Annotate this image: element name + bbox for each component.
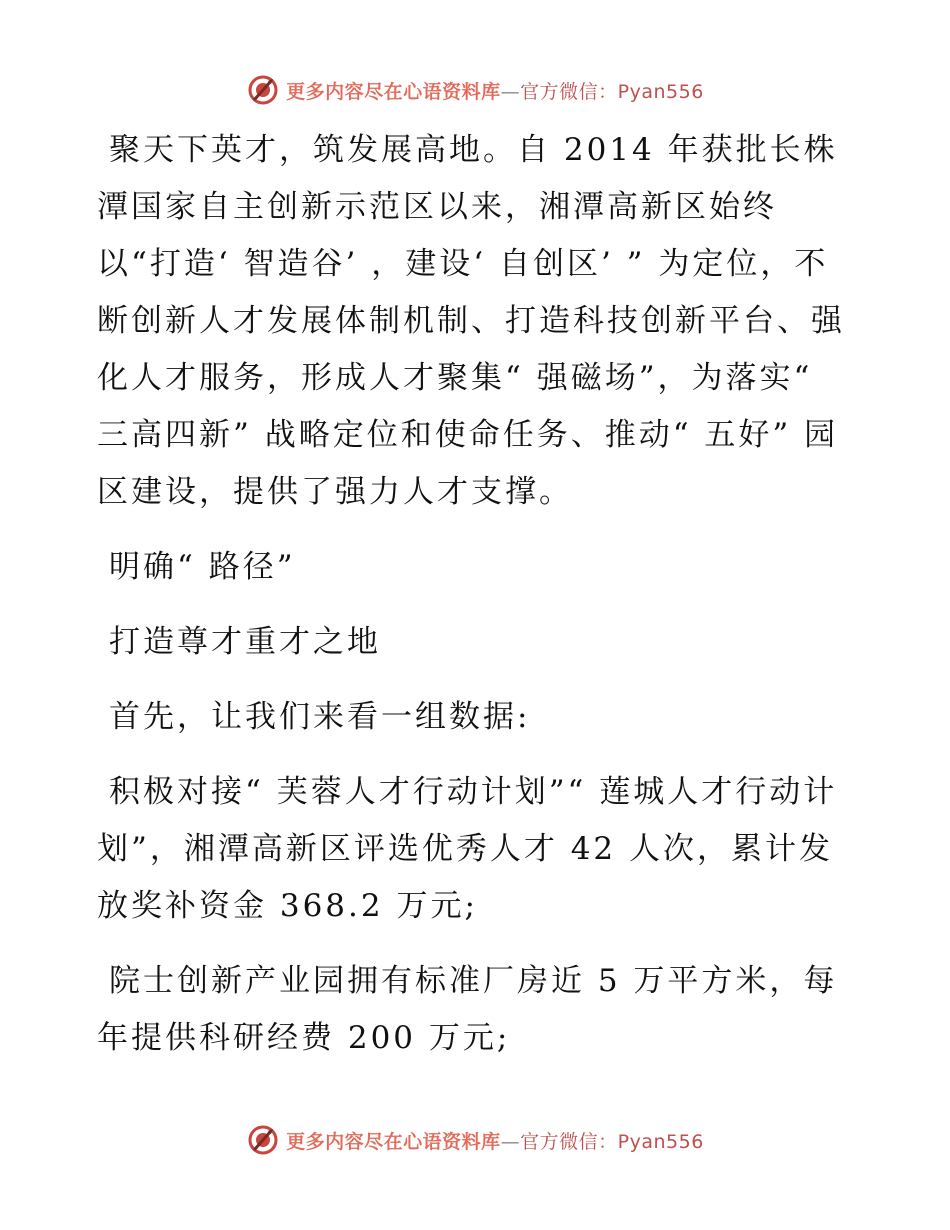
header-main-text: 更多内容尽在心语资料库 [286, 80, 501, 103]
footer-tail-text: 官方微信：Pyan556 [520, 1130, 704, 1153]
header-banner-inner [246, 73, 704, 107]
seal-logo-icon [246, 73, 280, 107]
talent-award-paragraph: 积极对接“ 芙蓉人才行动计划”“ 莲城人才行动计划”，湘潭高新区评选优秀人才 42 人次，累计发放奖补资金 368.2 万元; [97, 774, 838, 924]
section-subheading: 打造尊才重才之地 [109, 624, 381, 660]
header-banner-text [286, 77, 704, 104]
header-separator: — [500, 80, 521, 103]
footer-banner-text [286, 1127, 704, 1154]
document-body [97, 122, 857, 1067]
academician-park-paragraph: 院士创新产业园拥有标准厂房近 5 万平方米，每年提供科研经费 200 万元; [97, 963, 838, 1056]
header-tail-text: 官方微信：Pyan556 [520, 80, 704, 103]
data-intro-paragraph: 首先，让我们来看一组数据: [109, 699, 531, 735]
footer-separator: — [500, 1130, 521, 1153]
footer-banner-inner [246, 1123, 704, 1157]
seal-logo-icon [246, 1123, 280, 1157]
footer-banner [0, 1120, 950, 1160]
section-heading-path: 明确“ 路径” [109, 549, 296, 585]
footer-main-text: 更多内容尽在心语资料库 [286, 1130, 501, 1153]
header-banner [0, 70, 950, 110]
intro-paragraph: 聚天下英才，筑发展高地。自 2014 年获批长株潭国家自主创新示范区以来，湘潭高新区始终以“打造‘ 智造谷’ ，建设‘ 自创区’ ” 为定位，不断创新人才发展体制机制、打造科技创新平台、强化人才服务，形成人才聚集“ 强磁场”，为落实“ 三高四新” 战略定位和使命任务、推动“ 五好” 园区建设，提供了强力人才支撑。 [97, 132, 845, 510]
